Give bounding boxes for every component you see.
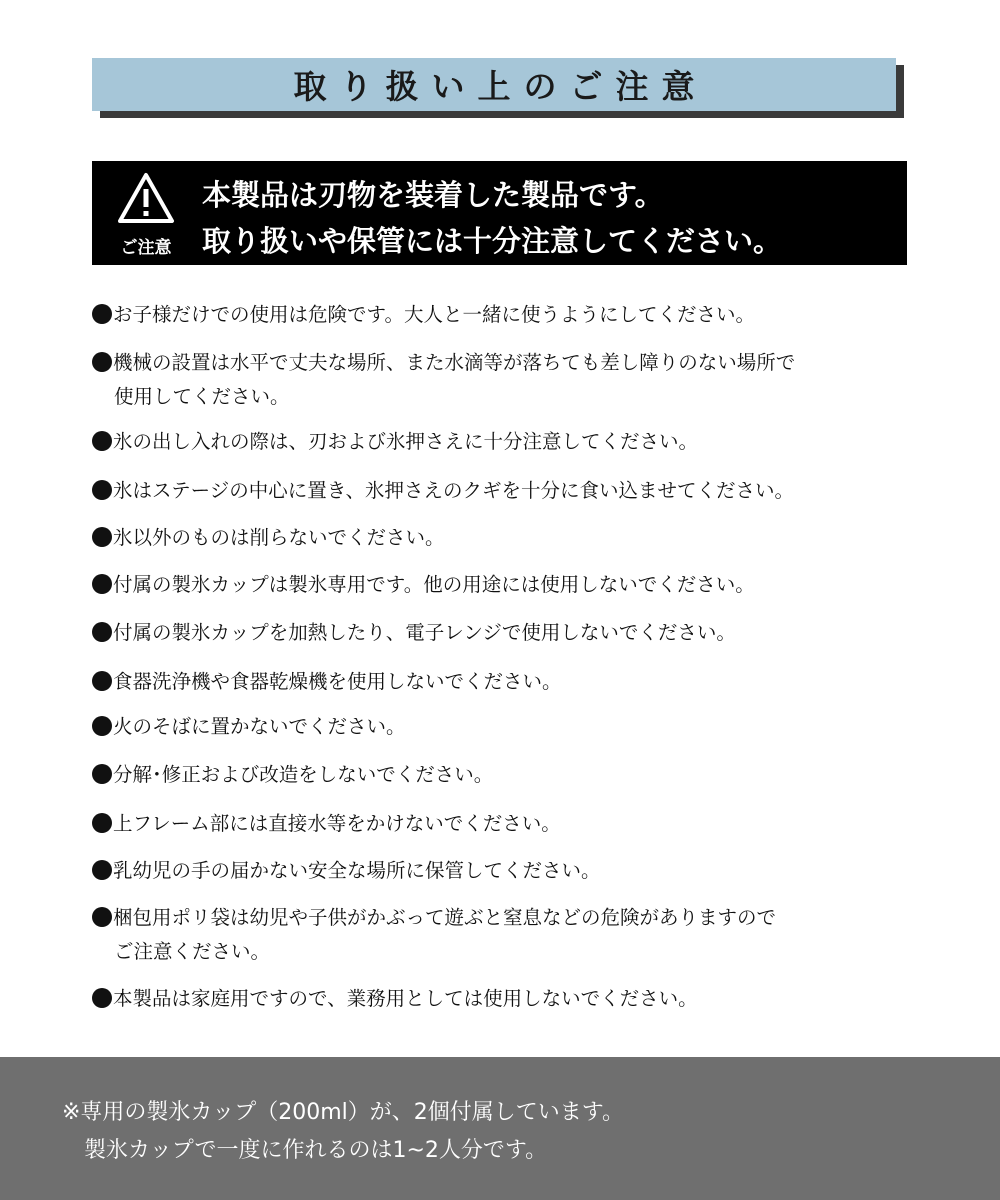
- caution-text: 上フレーム部には直接水等をかけないでください。: [113, 812, 561, 835]
- caution-item: [92, 710, 932, 744]
- caution-item: [92, 474, 932, 508]
- bullet-icon: [92, 431, 112, 451]
- caution-text: 分解･修正および改造をしないでください。: [113, 763, 494, 786]
- caution-item: [92, 346, 932, 414]
- caution-item: [92, 901, 932, 969]
- warning-headline-1: 本製品は刃物を装着した製品です。: [202, 178, 664, 212]
- bullet-icon: [92, 716, 112, 736]
- warning-headline-2: 取り扱いや保管には十分注意してください。: [202, 224, 783, 258]
- caution-item: [92, 298, 932, 332]
- caution-item: [92, 854, 932, 888]
- caution-item: [92, 425, 932, 459]
- footer-note-line-1: ※専用の製氷カップ（200ml）が、2個付属しています。: [62, 1100, 624, 1125]
- bullet-icon: [92, 304, 112, 324]
- bullet-icon: [92, 527, 112, 547]
- caution-text: 氷以外のものは削らないでください。: [113, 526, 445, 549]
- caution-item: [92, 616, 932, 650]
- page-title: 取り扱い上のご注意: [293, 67, 708, 106]
- title-banner: [92, 58, 904, 118]
- title-banner-box: [92, 58, 896, 111]
- bullet-icon: [92, 860, 112, 880]
- caution-text: 機械の設置は水平で丈夫な場所、また水滴等が落ちても差し障りのない場所で: [113, 351, 796, 374]
- bullet-icon: [92, 988, 112, 1008]
- bullet-icon: [92, 352, 112, 372]
- warning-box: [92, 161, 907, 265]
- caution-text: お子様だけでの使用は危険です。大人と一緒に使うようにしてください。: [113, 303, 755, 326]
- caution-text: 梱包用ポリ袋は幼児や子供がかぶって遊ぶと窒息などの危険がありますので: [113, 906, 777, 929]
- caution-item: [92, 521, 932, 555]
- caution-text: 本製品は家庭用ですので、業務用としては使用しないでください。: [113, 987, 698, 1010]
- caution-item: [92, 665, 932, 699]
- bullet-icon: [92, 622, 112, 642]
- bullet-icon: [92, 480, 112, 500]
- footer-note-panel: [0, 1057, 1000, 1200]
- footer-note-line-2: 製氷カップで一度に作れるのは1~2人分です。: [84, 1138, 548, 1163]
- caution-item: [92, 568, 932, 602]
- caution-item: [92, 758, 932, 792]
- caution-text: 火のそばに置かないでください。: [113, 715, 406, 738]
- caution-text: 付属の製氷カップは製氷専用です。他の用途には使用しないでください。: [113, 573, 755, 596]
- caution-text: 食器洗浄機や食器乾燥機を使用しないでください。: [113, 670, 562, 693]
- warning-icon-label: ご注意: [120, 238, 172, 258]
- caution-item: [92, 982, 932, 1016]
- caution-text: 付属の製氷カップを加熱したり、電子レンジで使用しないでください。: [113, 621, 736, 644]
- bullet-icon: [92, 671, 112, 691]
- caution-text: 氷の出し入れの際は、刃および氷押さえに十分注意してください。: [113, 430, 699, 453]
- caution-text-continued: 使用してください。: [114, 385, 290, 408]
- caution-text-continued: ご注意ください。: [114, 940, 271, 963]
- bullet-icon: [92, 764, 112, 784]
- warning-icon-group: [108, 169, 184, 261]
- warning-triangle-icon: [116, 171, 176, 225]
- bullet-icon: [92, 574, 112, 594]
- caution-text: 乳幼児の手の届かない安全な場所に保管してください。: [113, 859, 601, 882]
- caution-item: [92, 807, 932, 841]
- bullet-icon: [92, 907, 112, 927]
- caution-text: 氷はステージの中心に置き、氷押さえのクギを十分に食い込ませてください。: [113, 479, 794, 502]
- bullet-icon: [92, 813, 112, 833]
